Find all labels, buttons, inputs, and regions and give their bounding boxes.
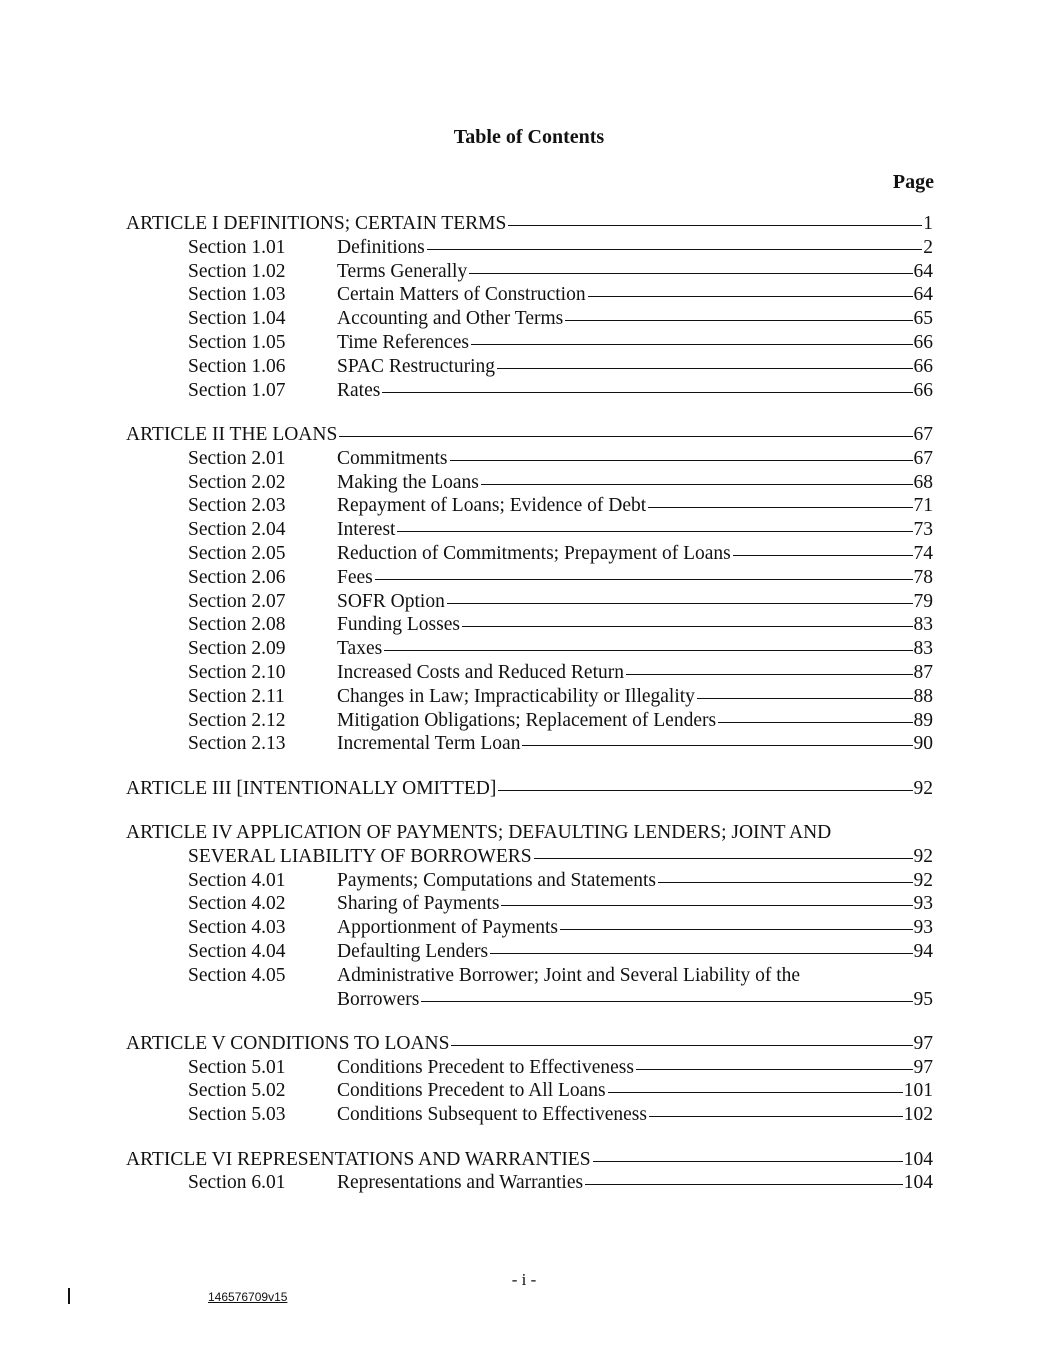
toc-leader [339, 436, 912, 437]
toc-leader [648, 507, 912, 508]
toc-section-number: Section 2.05 [188, 542, 286, 564]
toc-section-entry[interactable] [188, 542, 933, 566]
toc-section-title: SPAC Restructuring [337, 355, 496, 377]
toc-section-entry[interactable] [188, 916, 933, 940]
toc-page-number: 64 [913, 284, 933, 306]
toc-page-number: 66 [913, 355, 933, 377]
toc-leader [585, 1184, 903, 1185]
toc-page-number: 97 [913, 1056, 933, 1078]
toc-section-number: Section 1.01 [188, 236, 286, 258]
toc-section-title: Making the Loans [337, 471, 479, 493]
toc-section-number: Section 2.02 [188, 471, 286, 493]
toc-page-number: 88 [913, 685, 933, 707]
toc-section-title: Defaulting Lenders [337, 940, 489, 962]
toc-leader [593, 1161, 903, 1162]
toc-page-number: 92 [913, 845, 933, 867]
toc-article-title: ARTICLE V CONDITIONS TO LOANS [126, 1032, 450, 1054]
toc-leader [447, 603, 913, 604]
toc-section-entry[interactable] [188, 940, 933, 964]
toc-page-number: 79 [913, 590, 933, 612]
toc-section-entry-cont[interactable] [337, 988, 933, 1012]
toc-leader [427, 249, 923, 250]
toc-section-entry[interactable] [188, 283, 933, 307]
toc-page-number: 94 [913, 940, 933, 962]
toc-article-entry[interactable] [126, 423, 933, 447]
toc-section-number: Section 4.02 [188, 893, 286, 915]
toc-page-number: 93 [913, 893, 933, 915]
toc-section-title: Conditions Precedent to Effectiveness [337, 1056, 634, 1078]
toc-leader [565, 320, 912, 321]
toc-section-number: Section 2.10 [188, 661, 286, 683]
toc-section-title: Interest [337, 519, 396, 541]
toc-page-number: 83 [913, 638, 933, 660]
toc-section-number: Section 1.02 [188, 260, 286, 282]
toc-section-title: Reduction of Commitments; Prepayment of Loans [337, 542, 731, 564]
toc-section-entry[interactable] [188, 1171, 933, 1195]
toc-leader [498, 790, 912, 791]
page-column-header: Page [892, 171, 934, 193]
toc-section-entry[interactable] [188, 892, 933, 916]
toc-section-number: Section 5.01 [188, 1056, 286, 1078]
toc-section-number: Section 2.07 [188, 590, 286, 612]
toc-page-number: 66 [913, 332, 933, 353]
toc-leader [481, 484, 913, 485]
toc-page-number: 83 [913, 614, 933, 636]
toc-section-entry[interactable] [188, 447, 933, 471]
toc-section-title: Certain Matters of Construction [337, 284, 586, 306]
toc-section-number: Section 2.01 [188, 447, 286, 469]
toc-section-number: Section 4.01 [188, 869, 286, 891]
toc-section-number: Section 1.06 [188, 355, 286, 377]
toc-article-entry[interactable] [126, 1032, 933, 1056]
toc-page-number: 65 [913, 308, 933, 330]
toc-leader [490, 953, 912, 954]
toc-article-entry[interactable] [126, 777, 933, 801]
toc-section-entry[interactable] [188, 964, 800, 988]
toc-section-title: Commitments [337, 447, 448, 469]
toc-section-entry[interactable] [188, 566, 933, 590]
toc-section-entry[interactable] [188, 685, 933, 709]
toc-section-entry[interactable] [188, 331, 933, 355]
toc-leader [658, 882, 912, 883]
revision-bar [68, 1288, 70, 1304]
toc-leader [471, 344, 913, 345]
toc-page-number: 66 [913, 379, 933, 401]
toc-section-title-cont: Borrowers [337, 988, 420, 1010]
toc-section-entry[interactable] [188, 709, 933, 733]
toc-leader [450, 460, 913, 461]
toc-section-title: Conditions Subsequent to Effectiveness [337, 1104, 647, 1126]
toc-section-title: Terms Generally [337, 260, 468, 282]
toc-page-number: 64 [913, 260, 933, 282]
toc-page-number: 71 [913, 495, 933, 517]
toc-section-number: Section 5.02 [188, 1080, 286, 1102]
toc-section-title: SOFR Option [337, 590, 445, 612]
toc-page-number: 67 [913, 423, 933, 445]
toc-section-title: Accounting and Other Terms [337, 308, 564, 330]
toc-page-number: 1 [923, 213, 933, 234]
toc-section-entry[interactable] [188, 307, 933, 331]
toc-section-title: Changes in Law; Impracticability or Illegality [337, 685, 695, 707]
toc-section-title: Sharing of Payments [337, 893, 500, 915]
toc-section-entry[interactable] [188, 1056, 933, 1080]
toc-page-number: 102 [903, 1104, 933, 1126]
toc-page-number: 92 [913, 869, 933, 891]
toc-section-number: Section 1.03 [188, 284, 286, 306]
toc-leader [384, 650, 912, 651]
toc-section-title: Repayment of Loans; Evidence of Debt [337, 495, 647, 517]
toc-section-entry[interactable] [188, 1079, 933, 1103]
toc-section-title: Taxes [337, 638, 383, 660]
toc-article-title: ARTICLE III [INTENTIONALLY OMITTED] [126, 777, 497, 799]
toc-page-number: 87 [913, 661, 933, 683]
toc-article-title: ARTICLE VI REPRESENTATIONS AND WARRANTIES [126, 1148, 591, 1170]
toc-section-entry[interactable] [188, 260, 933, 284]
toc-leader [697, 698, 913, 699]
toc-section-number: Section 4.03 [188, 917, 286, 939]
toc-leader [626, 674, 913, 675]
toc-section-entry[interactable] [188, 518, 933, 542]
toc-section-number: Section 2.09 [188, 638, 286, 660]
toc-leader [497, 368, 912, 369]
toc-section-number: Section 2.03 [188, 495, 286, 517]
toc-section-title: Administrative Borrower; Joint and Several Liability of the [337, 964, 801, 986]
toc-section-title: Rates [337, 379, 381, 401]
toc-section-entry[interactable] [188, 613, 933, 637]
toc-section-title: Apportionment of Payments [337, 917, 558, 939]
toc-page-number: 93 [913, 917, 933, 939]
toc-article-entry[interactable] [126, 212, 933, 236]
toc-leader [534, 858, 913, 859]
toc-leader [560, 929, 913, 930]
toc-section-title: Definitions [337, 236, 425, 258]
toc-section-title: Payments; Computations and Statements [337, 869, 657, 891]
toc-section-number: Section 4.04 [188, 940, 286, 962]
toc-page-number: 68 [913, 471, 933, 493]
toc-leader [462, 626, 913, 627]
toc-page-number: 95 [913, 988, 933, 1010]
toc-leader [421, 1001, 912, 1002]
toc-section-title: Funding Losses [337, 614, 460, 636]
toc-section-entry[interactable] [188, 590, 933, 614]
toc-leader [469, 273, 912, 274]
toc-section-entry[interactable] [188, 471, 933, 495]
toc-leader [375, 579, 913, 580]
toc-section-entry[interactable] [188, 379, 933, 403]
toc-leader [649, 1116, 903, 1117]
toc-section-number: Section 1.04 [188, 308, 286, 330]
toc-section-title: Increased Costs and Reduced Return [337, 661, 624, 683]
toc-leader [733, 555, 913, 556]
toc-section-number: Section 2.06 [188, 566, 286, 588]
toc-page-number: 104 [903, 1148, 933, 1170]
toc-article-title: ARTICLE II THE LOANS [126, 423, 338, 445]
toc-section-number: Section 2.12 [188, 709, 286, 731]
toc-leader [451, 1045, 912, 1046]
toc-section-entry[interactable] [188, 869, 933, 893]
toc-page-number: 2 [923, 236, 933, 258]
toc-leader [588, 296, 913, 297]
footer-page-number: - i - [511, 1270, 537, 1289]
toc-section-title: Time References [337, 332, 469, 353]
toc-article-title-cont: SEVERAL LIABILITY OF BORROWERS [188, 845, 532, 867]
toc-section-entry[interactable] [188, 355, 933, 379]
toc-section-title: Representations and Warranties [337, 1172, 584, 1194]
toc-section-entry[interactable] [188, 661, 933, 685]
toc-page-number: 104 [903, 1172, 933, 1194]
toc-section-title: Mitigation Obligations; Replacement of Lenders [337, 709, 717, 731]
toc-section-number: Section 2.13 [188, 733, 286, 755]
toc-leader [382, 392, 912, 393]
toc-page-number: 74 [913, 542, 933, 564]
toc-page-number: 78 [913, 566, 933, 588]
toc-page-number: 73 [913, 519, 933, 541]
toc-section-number: Section 5.03 [188, 1104, 286, 1126]
toc-section-title: Conditions Precedent to All Loans [337, 1080, 606, 1102]
toc-leader [608, 1092, 903, 1093]
toc-leader [718, 722, 912, 723]
toc-section-entry[interactable] [188, 1103, 933, 1127]
toc-leader [397, 531, 912, 532]
toc-leader [522, 745, 912, 746]
toc-leader [508, 225, 922, 226]
toc-article-title[interactable]: ARTICLE IV APPLICATION OF PAYMENTS; DEFAULTING LENDERS; JOINT AND [126, 821, 832, 843]
toc-page-number: 101 [903, 1080, 933, 1102]
toc-section-number: Section 1.07 [188, 379, 286, 401]
toc-leader [636, 1069, 913, 1070]
toc-title: Table of Contents [453, 126, 605, 148]
toc-section-entry[interactable] [188, 637, 933, 661]
toc-section-number: Section 2.08 [188, 614, 286, 636]
toc-leader [501, 905, 912, 906]
toc-article-entry[interactable] [126, 1148, 933, 1172]
toc-section-number: Section 2.11 [188, 685, 285, 707]
toc-page-number: 90 [913, 733, 933, 755]
toc-section-number: Section 1.05 [188, 332, 286, 353]
toc-page-number: 92 [913, 777, 933, 799]
toc-section-entry[interactable] [188, 732, 933, 756]
toc-page-number: 89 [913, 709, 933, 731]
document-id: 146576709v15 [208, 1290, 288, 1304]
toc-page-number: 97 [913, 1032, 933, 1054]
toc-section-entry[interactable] [188, 494, 933, 518]
toc-page-number: 67 [913, 447, 933, 469]
toc-section-title: Fees [337, 566, 373, 588]
toc-article-title: ARTICLE I DEFINITIONS; CERTAIN TERMS [126, 213, 507, 234]
toc-section-entry[interactable] [188, 236, 933, 260]
toc-article-entry[interactable] [188, 845, 933, 869]
toc-section-number: Section 2.04 [188, 519, 286, 541]
toc-section-title: Incremental Term Loan [337, 733, 521, 755]
toc-section-number: Section 6.01 [188, 1172, 286, 1194]
toc-section-number: Section 4.05 [188, 964, 286, 986]
